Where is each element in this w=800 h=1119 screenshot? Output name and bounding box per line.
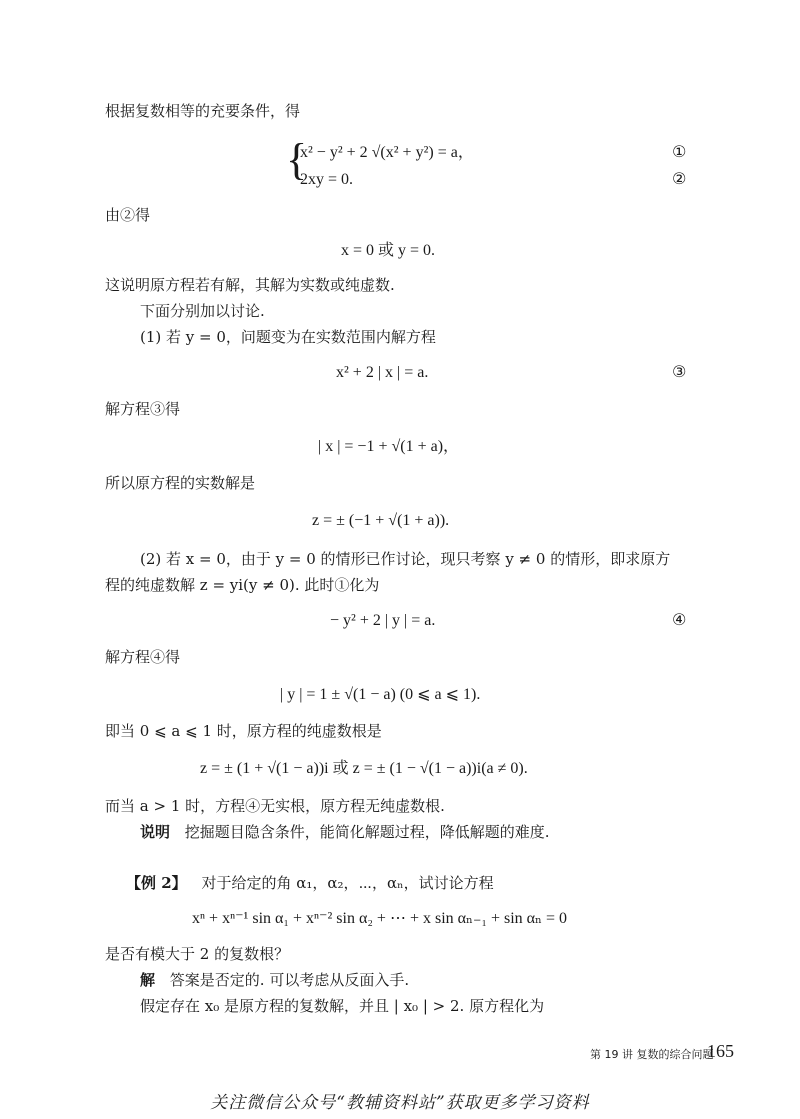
text-line: 下面分别加以讨论. (140, 302, 265, 320)
text-line: (1) 若 y = 0，问题变为在实数范围内解方程 (140, 328, 436, 346)
text-line: 程的纯虚数解 z = yi(y ≠ 0). 此时①化为 (105, 576, 380, 594)
text-line: 假定存在 x₀ 是原方程的复数解，并且 | x₀ | > 2. 原方程化为 (140, 997, 545, 1015)
text-line: 所以原方程的实数解是 (105, 474, 256, 492)
text-line: 而当 a > 1 时，方程④无实根，原方程无纯虚数根. (105, 797, 445, 815)
equation-9: z = ± (1 + √(1 − a))i 或 z = ± (1 − √(1 − a))i(a ≠ 0). (200, 760, 528, 777)
equation-3: x = 0 或 y = 0. (341, 242, 436, 259)
footer-section-title: 第 19 讲 复数的综合问题 (590, 1048, 714, 1061)
equation-number-4: ④ (672, 610, 687, 629)
equation-6: z = ± (−1 + √(1 + a)). (312, 512, 450, 529)
note-text: 挖掘题目隐含条件，能简化解题过程，降低解题的难度. (184, 823, 550, 841)
equation-4: x² + 2 | x | = a. (336, 364, 429, 381)
equation-1: x² − y² + 2 √(x² + y²) = a， (300, 144, 474, 161)
example-text: 对于给定的角 α₁，α₂，⋯，αₙ，试讨论方程 (201, 874, 494, 892)
equation-8: | y | = 1 ± √(1 − a) (0 ⩽ a ⩽ 1). (280, 686, 481, 703)
text-line: 解方程③得 (105, 400, 181, 418)
note-label: 说明 (140, 823, 171, 841)
text-line: 是否有模大于 2 的复数根？ (105, 945, 290, 963)
equation-2: 2xy = 0. (300, 171, 354, 188)
watermark-text: 关注微信公众号“教辅资料站”获取更多学习资料 (210, 1093, 590, 1113)
equation-number-2: ② (672, 169, 687, 188)
equation-7: − y² + 2 | y | = a. (330, 612, 436, 629)
text-line: 由②得 (105, 206, 151, 224)
equation-5: | x | = −1 + √(1 + a)， (318, 438, 460, 455)
system-brace: { (286, 135, 308, 184)
example-heading (126, 872, 494, 894)
text-line: 解方程④得 (105, 648, 181, 666)
equation-10: xⁿ + xⁿ⁻¹ sin α₁ + xⁿ⁻² sin α₂ + ⋯ + x sin αₙ₋₁ + sin αₙ = 0 (192, 910, 567, 927)
solution-label: 解 (140, 971, 156, 989)
text-line: 即当 0 ⩽ a ⩽ 1 时，原方程的纯虚数根是 (105, 722, 382, 740)
note-paragraph (140, 821, 550, 843)
page-number: 165 (707, 1041, 734, 1061)
solution-paragraph (140, 969, 409, 991)
text-line: 这说明原方程若有解，其解为实数或纯虚数. (105, 276, 395, 294)
example-label: 【例 2】 (126, 874, 187, 892)
text-line: (2) 若 x = 0，由于 y = 0 的情形已作讨论，现只考察 y ≠ 0 的情形，即求原方 (140, 550, 671, 568)
equation-number-1: ① (672, 142, 687, 161)
solution-text: 答案是否定的. 可以考虑从反面入手. (169, 971, 410, 989)
text-line: 根据复数相等的充要条件，得 (105, 102, 301, 120)
equation-number-3: ③ (672, 362, 687, 381)
